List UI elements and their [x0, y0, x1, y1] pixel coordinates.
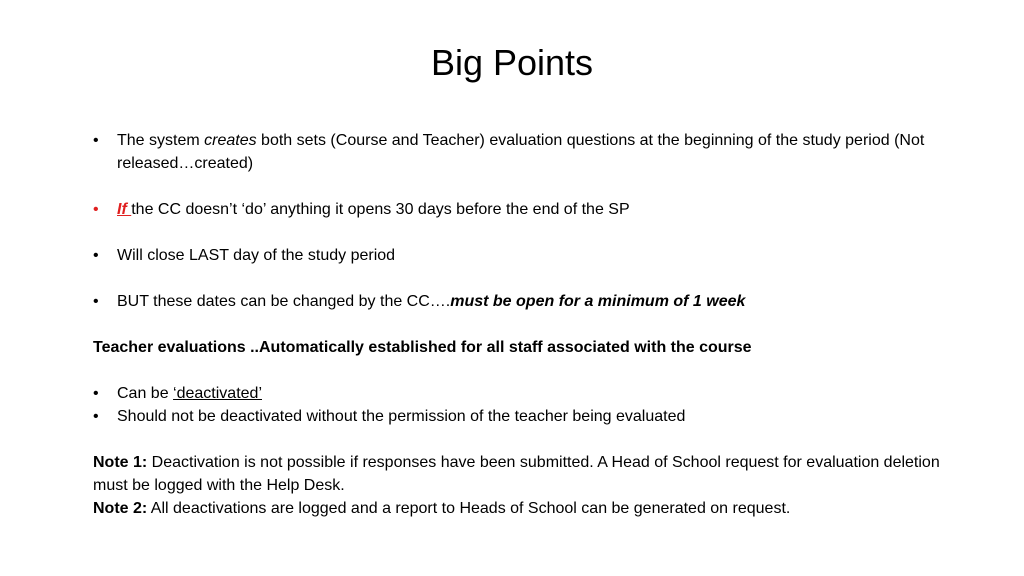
bullet-dot: • — [93, 385, 99, 402]
bullet-text: Will close LAST day of the study period — [117, 247, 396, 264]
teacher-evaluations-heading: Teacher evaluations ..Automatically established for all staff associated with the course — [93, 339, 752, 356]
bullet-dot: • — [93, 293, 99, 310]
bullet-if — [93, 198, 953, 221]
bullet-creates — [93, 129, 953, 175]
note-2-label: Note 2: — [93, 500, 148, 517]
note-1-text: Deactivation is not possible if responses have been submitted. A Head of School request for evaluation deletion must be logged with the Help Desk. — [93, 454, 940, 494]
bullet-text-emphasis: must be open for a minimum of 1 week — [450, 293, 746, 310]
bullet-text-emphasis: If — [117, 201, 132, 218]
bullet-close — [93, 244, 953, 267]
bullet-permission — [93, 405, 953, 428]
spacer — [93, 221, 953, 244]
bullet-deactivated — [93, 382, 953, 405]
deactivated-link[interactable]: ‘deactivated’ — [173, 385, 262, 402]
bullet-text-pre: Can be — [117, 385, 174, 402]
spacer — [93, 428, 953, 451]
bullet-dot: • — [93, 201, 99, 218]
note-2-text: All deactivations are logged and a report to Heads of School can be generated on request. — [147, 500, 791, 517]
bullet-dot: • — [93, 247, 99, 264]
note-1-label: Note 1: — [93, 454, 148, 471]
bullet-dates — [93, 290, 953, 313]
slide-body — [93, 129, 953, 520]
bullet-text-post: both sets (Course and Teacher) evaluation questions at the beginning of the study period (Not released…created) — [117, 132, 925, 172]
spacer — [93, 267, 953, 290]
bullet-text-pre: The system — [117, 132, 205, 149]
spacer — [93, 175, 953, 198]
bullet-dot: • — [93, 132, 99, 149]
bullet-text-post: the CC doesn’t ‘do’ anything it opens 30 days before the end of the SP — [131, 201, 630, 218]
bullet-text: Should not be deactivated without the permission of the teacher being evaluated — [117, 408, 686, 425]
spacer — [93, 313, 953, 336]
note-2 — [93, 497, 953, 520]
note-1 — [93, 451, 953, 497]
spacer — [93, 359, 953, 382]
bullet-text-pre: BUT these dates can be changed by the CC…. — [117, 293, 451, 310]
bullet-text-emphasis: creates — [204, 132, 257, 149]
slide-title: Big Points — [430, 42, 594, 83]
bullet-dot: • — [93, 408, 99, 425]
